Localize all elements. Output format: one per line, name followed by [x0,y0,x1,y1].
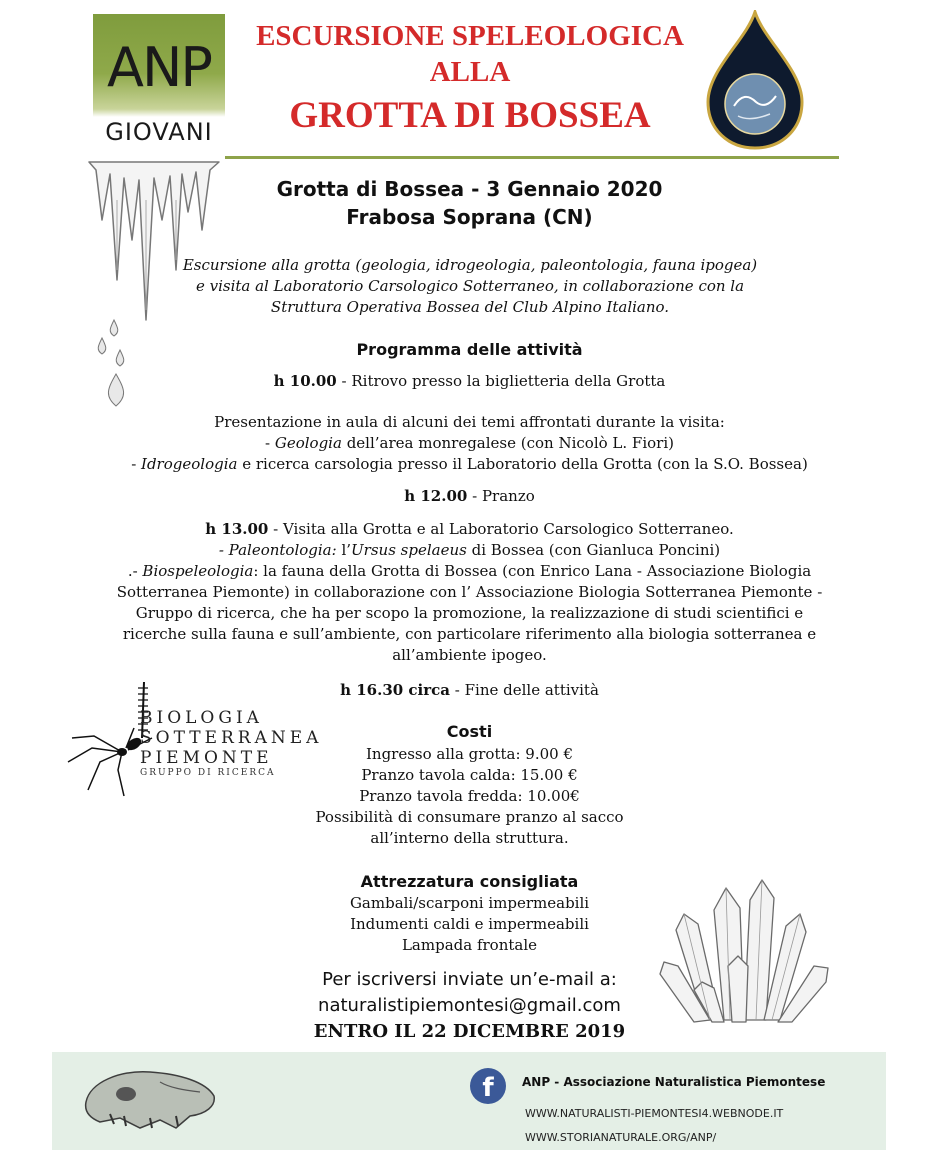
species-name: Ursus spelaeus [351,541,467,559]
bullet: - [265,434,275,452]
topic-name: Idrogeologia [141,455,238,473]
footer-link-webnode[interactable]: WWW.NATURALISTI-PIEMONTESI4.WEBNODE.IT [525,1107,784,1120]
activity-text: - Pranzo [467,487,535,505]
activity-text: - Visita alla Grotta e al Laboratorio Carsologico Sotterraneo. [268,520,734,538]
bossea-laboratory-badge-icon [704,10,806,150]
event-location-line: Frabosa Soprana (CN) [346,205,593,229]
intro-paragraph [150,255,790,318]
header-divider [225,156,839,159]
topic-text: di Bossea (con Gianluca Poncini) [466,541,721,559]
bear-skull-icon [80,1062,220,1138]
bio-logo-line: PIEMONTE [140,748,273,768]
program-item-1000 [0,371,939,392]
program-item-1200 [0,486,939,507]
equipment-line: Lampada frontale [401,936,538,954]
signup-email[interactable]: naturalistipiemontesi@gmail.com [318,995,621,1016]
bio-text-line: Gruppo di ricerca, che ha per scopo la promozione, la realizzazione di studi scientifici e [135,604,804,622]
event-date-line: Grotta di Bossea - 3 Gennaio 2020 [276,177,663,201]
cost-line: Possibilità di consumare pranzo al sacco [315,808,624,826]
bio-logo-line: BIOLOGIA [140,708,263,728]
bullet: - [131,455,142,473]
activity-text: - Ritrovo presso la biglietteria della Grotta [336,372,666,390]
cost-line: Pranzo tavola fredda: 10.00€ [359,787,580,805]
facebook-icon[interactable]: f [470,1068,506,1104]
topic-text: e ricerca carsologia presso il Laboratorio della Grotta (con la S.O. Bossea) [237,455,808,473]
bullet: .- [127,562,143,580]
page-title: GROTTA DI BOSSEA [289,95,651,136]
cost-line: all’interno della struttura. [370,829,569,847]
topic-text: dell’area monregalese (con Nicolò L. Fiori) [341,434,674,452]
bio-text-line: all’ambiente ipogeo. [392,646,547,664]
footer-org-name: ANP - Associazione Naturalistica Piemontese [522,1075,826,1089]
topic-paleontologia [0,540,939,561]
time-label: h 10.00 [273,372,337,390]
footer-link-storianaturale[interactable]: WWW.STORIANATURALE.ORG/ANP/ [525,1131,717,1144]
topic-name: Geologia [274,434,342,452]
equipment-title: Attrezzatura consigliata [360,872,579,891]
activity-text: - Fine delle attività [450,681,599,699]
bio-logo-line: SOTTERRANEA [140,728,323,748]
signup-deadline: ENTRO IL 22 DICEMBRE 2019 [313,1021,626,1042]
title-line-1: ESCURSIONE SPELEOLOGICA [256,20,684,52]
time-label: h 13.00 [205,520,269,538]
bio-logo-subtitle: GRUPPO DI RICERCA [140,768,276,778]
bio-text-line: ricerche sulla fauna e sull’ambiente, con particolare riferimento alla biologia sotterranea e [122,625,817,643]
topic-idrogeologia [0,454,939,475]
time-label: h 16.30 circa [340,681,451,699]
costs-title: Costi [446,722,493,741]
bio-text-line: Sotterranea Piemonte) in collaborazione con l’ Associazione Biologia Sotterranea Piemonte - [116,583,823,601]
time-label: h 12.00 [404,487,468,505]
anp-giovani-logo [93,14,225,146]
intro-line: Escursione alla grotta (geologia, idrogeologia, paleontologia, fauna ipogea) [182,256,758,274]
cost-line: Ingresso alla grotta: 9.00 € [365,745,573,763]
logo-anp-text: ANP [107,36,211,99]
cost-line: Pranzo tavola calda: 15.00 € [361,766,578,784]
equipment-line: Gambali/scarponi impermeabili [349,894,590,912]
topic-biospeleologia [0,561,939,582]
logo-giovani-text: GIOVANI [105,118,213,146]
program-title: Programma delle attività [356,340,583,359]
signup-line: Per iscriversi inviate un’e-mail a: [322,969,617,990]
topic-geologia [0,433,939,454]
program-item-1300 [0,519,939,540]
topic-name: - Paleontologia: [218,541,337,559]
topic-text: : la fauna della Grotta di Bossea (con Enrico Lana - Associazione Biologia [253,562,812,580]
topic-text: l’ [336,541,352,559]
presentation-line: Presentazione in aula di alcuni dei temi affrontati durante la visita: [214,413,725,431]
title-line-2: ALLA [429,56,511,88]
intro-line: Struttura Operativa Bossea del Club Alpino Italiano. [270,298,670,316]
intro-line: e visita al Laboratorio Carsologico Sotterraneo, in collaborazione con la [195,277,745,295]
equipment-line: Indumenti caldi e impermeabili [350,915,589,933]
topic-name: Biospeleologia [142,562,254,580]
